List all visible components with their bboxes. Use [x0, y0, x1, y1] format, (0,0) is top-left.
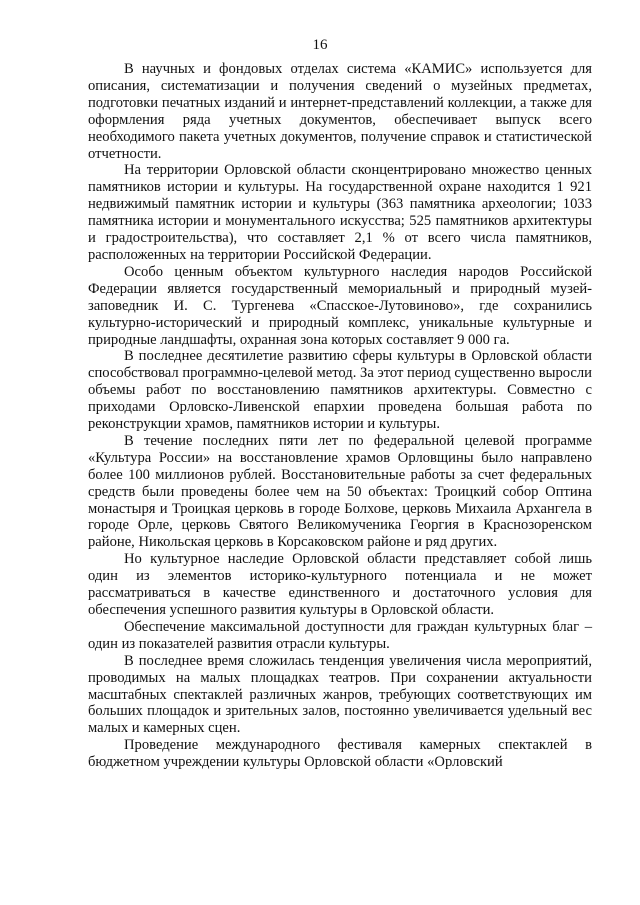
page-number: 16 [312, 37, 328, 53]
paragraph-program-method: В последнее десятилетие развитию сферы культуры в Орловской области способствовал программно-целевой метод. За этот период существенно выросли объемы работ по восстановлению памятников архитектуры. Совместно с приходами Орловско-Ливенской епархии проведена большая работа по реконструкции храмов, памятников истории и культуры. [88, 348, 592, 433]
paragraph-monuments: На территории Орловской области сконцентрировано множество ценных памятников истории и культуры. На государственной охране находится 1 921 недвижимый памятник истории и культуры (363 памятника археологии; 1033 памятника истории и монументального искусства; 525 памятников архитектуры и градостроительства), что составляет 2,1 % от всего числа памятников, расположенных на территории Российской Федерации. [88, 162, 592, 263]
paragraph-cultural-heritage: Но культурное наследие Орловской области представляет собой лишь один из элементов историко-культурного потенциала и не может рассматриваться в качестве единственного и достаточного условия для обеспечения успешного развития культуры в Орловской области. [88, 551, 592, 618]
paragraph-festival: Проведение международного фестиваля камерных спектаклей в бюджетном учреждении культуры Орловской области «Орловский [88, 737, 592, 771]
paragraph-small-stages: В последнее время сложилась тенденция увеличения числа мероприятий, проводимых на малых площадках театров. При сохранении актуальности масштабных спектаклей различных жанров, требующих соответствующих им больших площадок и зрительных залов, постоянно увеличивается удельный вес малых и камерных сцен. [88, 652, 592, 737]
paragraph-accessibility: Обеспечение максимальной доступности для граждан культурных благ – один из показателей развития отрасли культуры. [88, 618, 592, 652]
paragraph-spasskoe-lutovinovo: Особо ценным объектом культурного наследия народов Российской Федерации является государственный мемориальный и природный музей-заповедник И. С. Тургенева «Спасское-Лутовиново», где сохранились культурно-исторический и природный комплекс, уникальные культурные и природные ландшафты, охранная зона которых составляет 9 000 га. [88, 263, 592, 348]
paragraph-federal-program: В течение последних пяти лет по федеральной целевой программе «Культура России» на восстановление храмов Орловщины было направлено более 100 миллионов рублей. Восстановительные работы за счет федеральных средств были проведены более чем на 50 объектах: Троицкий собор Оптина монастыря и Троицкая церковь в городе Болхове, церковь Михаила Архангела в городе Орле, церковь Святого Великомученика Георгия в Краснозоренском районе, Никольская церковь в Корсаковском районе и ряд других. [88, 432, 592, 551]
body-text [88, 61, 592, 771]
paragraph-kamis: В научных и фондовых отделах система «КАМИС» используется для описания, систематизации и получения сведений о музейных предметах, подготовки печатных изданий и интернет-представлений коллекции, а также для оформления ряда учетных документов, обеспечивает выпуск всего необходимого пакета учетных документов, получение справок и статистической отчетности. [88, 61, 592, 162]
